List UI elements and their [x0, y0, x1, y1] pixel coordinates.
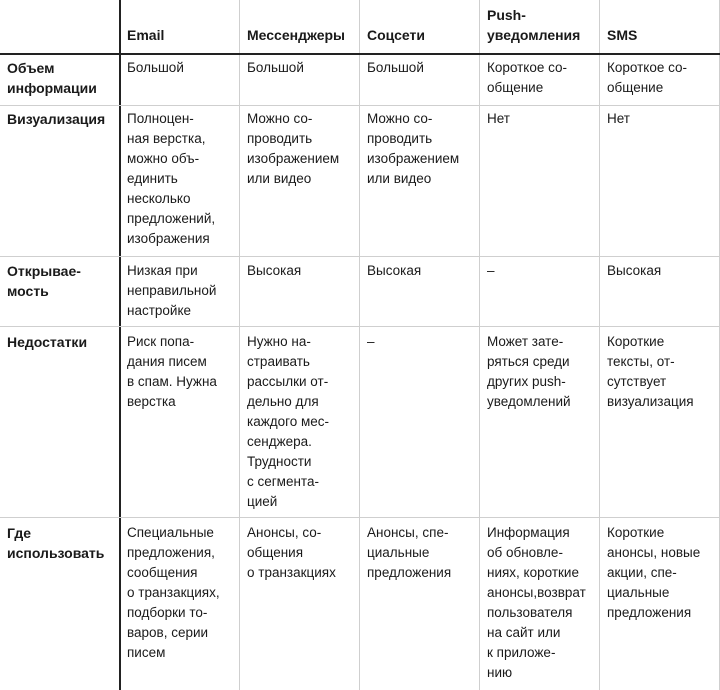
row-label-info-volume: Объем информации	[7, 60, 97, 96]
column-header-push: Push- уведомления	[487, 7, 581, 43]
column-divider	[239, 0, 240, 690]
column-divider	[479, 0, 480, 690]
table-cell: Нет	[607, 111, 630, 126]
table-cell: Риск попа- дания писем в спам. Нужна верстка	[127, 334, 217, 409]
table-cell: Короткое со- общение	[607, 60, 688, 95]
table-cell: Низкая при неправильной настройке	[127, 263, 217, 318]
table-cell: Информация об обновле- ниях, короткие анонсы,возврат пользователя на сайт или к приложе- нию	[487, 525, 586, 680]
row-label-where-to-use: Где использовать	[7, 525, 105, 561]
column-header-social: Соцсети	[367, 27, 425, 43]
column-divider	[119, 0, 121, 690]
table-cell: Может зате- ряться среди других push- уведомлений	[487, 334, 571, 409]
table-cell: Короткое со- общение	[487, 60, 568, 95]
column-divider	[359, 0, 360, 690]
table-cell: Специальные предложения, сообщения о транзакциях, подборки то- варов, серии писем	[127, 525, 220, 660]
table-cell: Анонсы, спе- циальные предложения	[367, 525, 452, 580]
column-divider	[599, 0, 600, 690]
column-header-email: Email	[127, 27, 165, 43]
row-divider	[0, 256, 720, 257]
row-divider	[0, 105, 720, 106]
table-cell: Можно со- проводить изображением или видео	[367, 111, 460, 186]
table-cell: Короткие анонсы, новые акции, спе- циальные предложения	[607, 525, 701, 620]
row-label-drawbacks: Недостатки	[7, 334, 88, 350]
table-cell: Короткие тексты, от- сутствует визуализация	[607, 334, 694, 409]
table-cell: Высокая	[607, 263, 662, 278]
row-label-visualization: Визуализация	[7, 111, 106, 127]
header-divider	[0, 53, 720, 55]
table-cell: Большой	[367, 60, 424, 75]
table-cell: Большой	[247, 60, 304, 75]
row-divider	[0, 326, 720, 327]
table-cell: –	[487, 263, 495, 278]
table-cell: Нужно на- страивать рассылки от- дельно для каждого мес- сенджера. Трудности с сегмента- цией	[247, 334, 330, 509]
column-header-messengers: Мессенджеры	[247, 27, 345, 43]
table-cell: Высокая	[367, 263, 422, 278]
table-cell: –	[367, 334, 375, 349]
table-cell: Можно со- проводить изображением или видео	[247, 111, 340, 186]
table-cell: Полноцен- ная верстка, можно объ- единить несколько предложений, изображения	[127, 111, 216, 246]
row-divider	[0, 517, 720, 518]
row-label-open-rate: Открывае- мость	[7, 263, 81, 299]
column-header-sms: SMS	[607, 27, 638, 43]
table-cell: Большой	[127, 60, 184, 75]
table-cell: Анонсы, со- общения о транзакциях	[247, 525, 336, 580]
table-cell: Нет	[487, 111, 510, 126]
table-cell: Высокая	[247, 263, 302, 278]
